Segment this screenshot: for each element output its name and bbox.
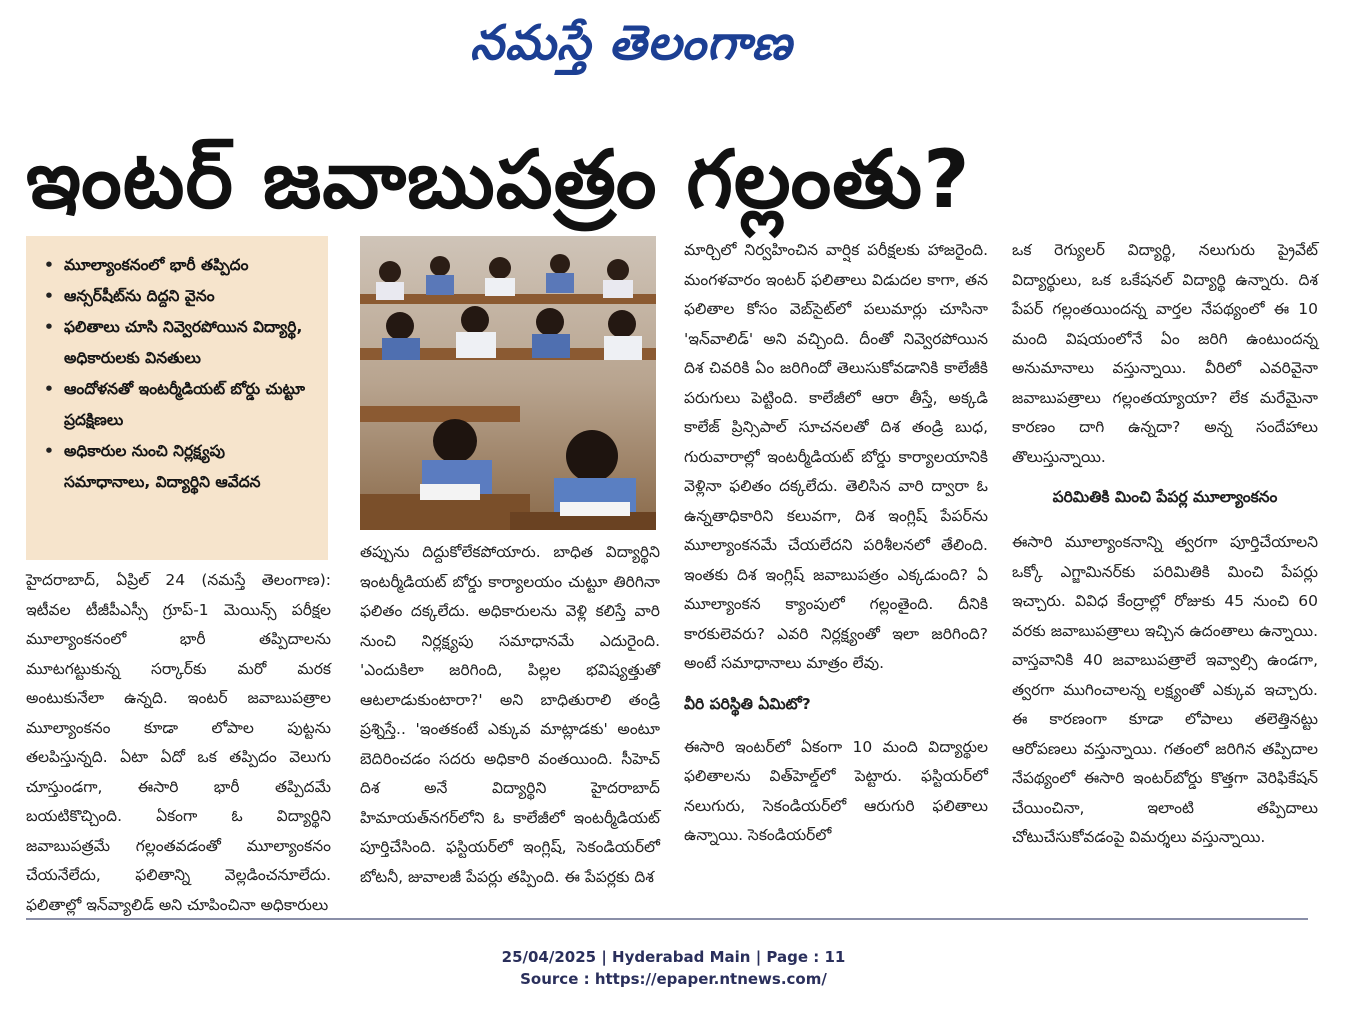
highlight-item: • ఆందోళనతో ఇంటర్మీడియట్ బోర్డు చుట్టూ ప్రదక్షిణలు (44, 374, 316, 436)
section-subheading: వీరి పరిస్థితి ఏమిటో? (684, 694, 811, 713)
article-column-4 (1012, 236, 1318, 853)
footer (0, 946, 1347, 990)
article-paragraph: మార్చిలో నిర్వహించిన వార్షిక పరీక్షలకు హాజరైంది. మంగళవారం ఇంటర్ ఫలితాలు విడుదల కాగా, తన ఫలితాల కోసం వెబ్‌సైట్‌లో పలుమార్లు చూసినా 'ఇన్‌వాలిడ్' అని వచ్చింది. దీంతో నివ్వెరపోయిన దిశ చివరికి ఏం జరిగిందో తెలుసుకోవడానికి కాలేజీకి పరుగులు పెట్టింది. కాలేజీలో ఆరా తీస్తే, అక్కడి కాలేజ్ ప్రిన్సిపాల్ సూచనలతో దిశ తండ్రి బుధ, గురువారాల్లో ఇంటర్మీడియట్ బోర్డు కార్యాలయానికి వెళ్లినా ఫలితం దక్కలేదు. తెలిసిన వారి ద్వారా ఓ ఉన్నతాధికారిని కలువగా, దిశ ఇంగ్లిష్ పేపర్‌ను మూల్యాంకనమే చేయలేదని పరిశీలనలో తేలింది. ఇంతకు దిశ ఇంగ్లిష్ జవాబుపత్రం ఎక్కడుంది? ఏ మూల్యాంకన క్యాంపులో గల్లంతైంది. దీనికి కారకులెవరు? ఎవరి నిర్లక్ష్యంతో ఇలా జరిగింది? అంటే సమాధానాలు మాత్రం లేవు. (684, 241, 988, 672)
footer-edition-info: 25/04/2025 | Hyderabad Main | Page : 11 (501, 948, 846, 966)
article-column-1 (26, 566, 331, 920)
masthead-logo: నమస్తే తెలంగాణ (470, 15, 793, 71)
article-column-3 (684, 236, 988, 851)
footer-source-link[interactable]: Source : https://epaper.ntnews.com/ (520, 970, 827, 988)
section-subheading: పరిమితికి మించి పేపర్ల మూల్యాంకనం (1052, 488, 1278, 506)
article-paragraph: తప్పును దిద్దుకోలేకపోయారు. బాధిత విద్యార్థిని ఇంటర్మీడియట్ బోర్డు కార్యాలయం చుట్టూ తిరిగినా ఫలితం దక్కలేదు. అధికారులను వెళ్లి కలిస్తే వారి నుంచి నిర్లక్ష్యపు సమాధానమే ఎదురైంది. 'ఎందుకిలా జరిగింది, పిల్లల భవిష్యత్తుతో ఆటలాడుకుంటారా?' అని బాధితురాలి తండ్రి ప్రశ్నిస్తే.. 'ఇంతకంటే ఎక్కువ మాట్లాడకు' అంటూ బెదిరించడం సదరు అధికారి వంతయింది. సీహెచ్ దిశ అనే విద్యార్థిని హైదరాబాద్ హిమాయత్‌నగర్‌లోని ఓ కాలేజీలో ఇంటర్మీడియట్ పూర్తిచేసింది. ఫస్టియర్‌లో ఇంగ్లిష్, సెకండియర్‌లో బోటనీ, జువాలజీ పేపర్లు తప్పింది. ఈ పేపర్లకు దిశ (360, 543, 660, 886)
article-paragraph: ఈసారి మూల్యాంకనాన్ని త్వరగా పూర్తిచేయాలని ఒక్కో ఎగ్జామినర్‌కు పరిమితికి మించి పేపర్లు ఇచ్చారు. వివిధ కేంద్రాల్లో రోజుకు 45 నుంచి 60 వరకు జవాబుపత్రాలు ఇచ్చిన ఉదంతాలు ఉన్నాయి. వాస్తవానికి 40 జవాబుపత్రాలే ఇవ్వాల్సి ఉండగా, త్వరగా ముగించాలన్న లక్ష్యంతో ఎక్కువ ఇచ్చారు. ఈ కారణంగా కూడా లోపాలు తలెత్తినట్టు ఆరోపణలు వస్తున్నాయి. గతంలో జరిగిన తప్పిదాల నేపథ్యంలో ఈసారి ఇంటర్‌బోర్డు కొత్తగా వెరిఫికేషన్ చేయించినా, ఇలాంటి తప్పిదాలు చోటుచేసుకోవడంపై విమర్శలు వస్తున్నాయి. (1012, 533, 1318, 846)
article-column-2 (360, 538, 660, 892)
article-paragraph: హైదరాబాద్, ఏప్రిల్ 24 (నమస్తే తెలంగాణ): ఇటీవల టీజీపీఎస్సీ గ్రూప్-1 మెయిన్స్ పరీక్షల మూల్యాంకనంలో భారీ తప్పిదాలను మూటగట్టుకున్న సర్కార్‌కు మరో మరక అంటుకునేలా ఉన్నది. ఇంటర్ జవాబుపత్రాల మూల్యాంకనం కూడా లోపాల పుట్టను తలపిస్తున్నది. ఏటా ఏదో ఒక తప్పిదం వెలుగు చూస్తుండగా, ఈసారి భారీ తప్పిదమే బయటికొచ్చింది. ఏకంగా ఓ విద్యార్థిని జవాబుపత్రమే గల్లంతవడంతో మూల్యాంకనం చేయనేలేదు, ఫలితాన్ని వెల్లడించనూలేదు. ఫలితాల్లో ఇన్‌వ్యాలిడ్ అని చూపించినా అధికారులు (26, 571, 331, 914)
highlight-item: • ఫలితాలు చూసి నివ్వెరపోయిన విద్యార్థి, అధికారులకు వినతులు (44, 312, 316, 374)
article-paragraph: ఈసారి ఇంటర్‌లో ఏకంగా 10 మంది విద్యార్థుల ఫలితాలను విత్‌హెల్డ్‌లో పెట్టారు. ఫస్టియర్‌లో నలుగురు, సెకండియర్‌లో ఆరుగురి ఫలితాలు ఉన్నాయి. సెకండియర్‌లో (684, 737, 988, 844)
highlight-item: • అధికారుల నుంచి నిర్లక్ష్యపు సమాధానాలు, విద్యార్థిని ఆవేదన (44, 436, 316, 498)
highlight-item: • ఆన్సర్‌షీట్‌ను దిద్దని వైనం (44, 281, 316, 312)
headline: ఇంటర్ జవాబుపత్రం గల్లంతు? (26, 133, 971, 226)
divider (26, 918, 1308, 920)
exam-hall-photo (360, 236, 656, 530)
article-paragraph: ఒక రెగ్యులర్ విద్యార్థి, నలుగురు ప్రైవేట్ విద్యార్థులు, ఒక ఒకేషనల్ విద్యార్థి ఉన్నారు. దిశ పేపర్ గల్లంతయిందన్న వార్తల నేపథ్యంలో ఈ 10 మంది విషయంలోనే ఏం జరిగి ఉంటుందన్న అనుమానాలు వస్తున్నాయి. వీరిలో ఎవరివైనా జవాబుపత్రాలు గల్లంతయ్యాయా? లేక మరేమైనా కారణం దాగి ఉన్నదా? అన్న సందేహాలు తొలుస్తున్నాయి. (1012, 241, 1318, 466)
highlight-item: • మూల్యాంకనంలో భారీ తప్పిదం (44, 250, 316, 281)
highlights-box (26, 236, 328, 560)
